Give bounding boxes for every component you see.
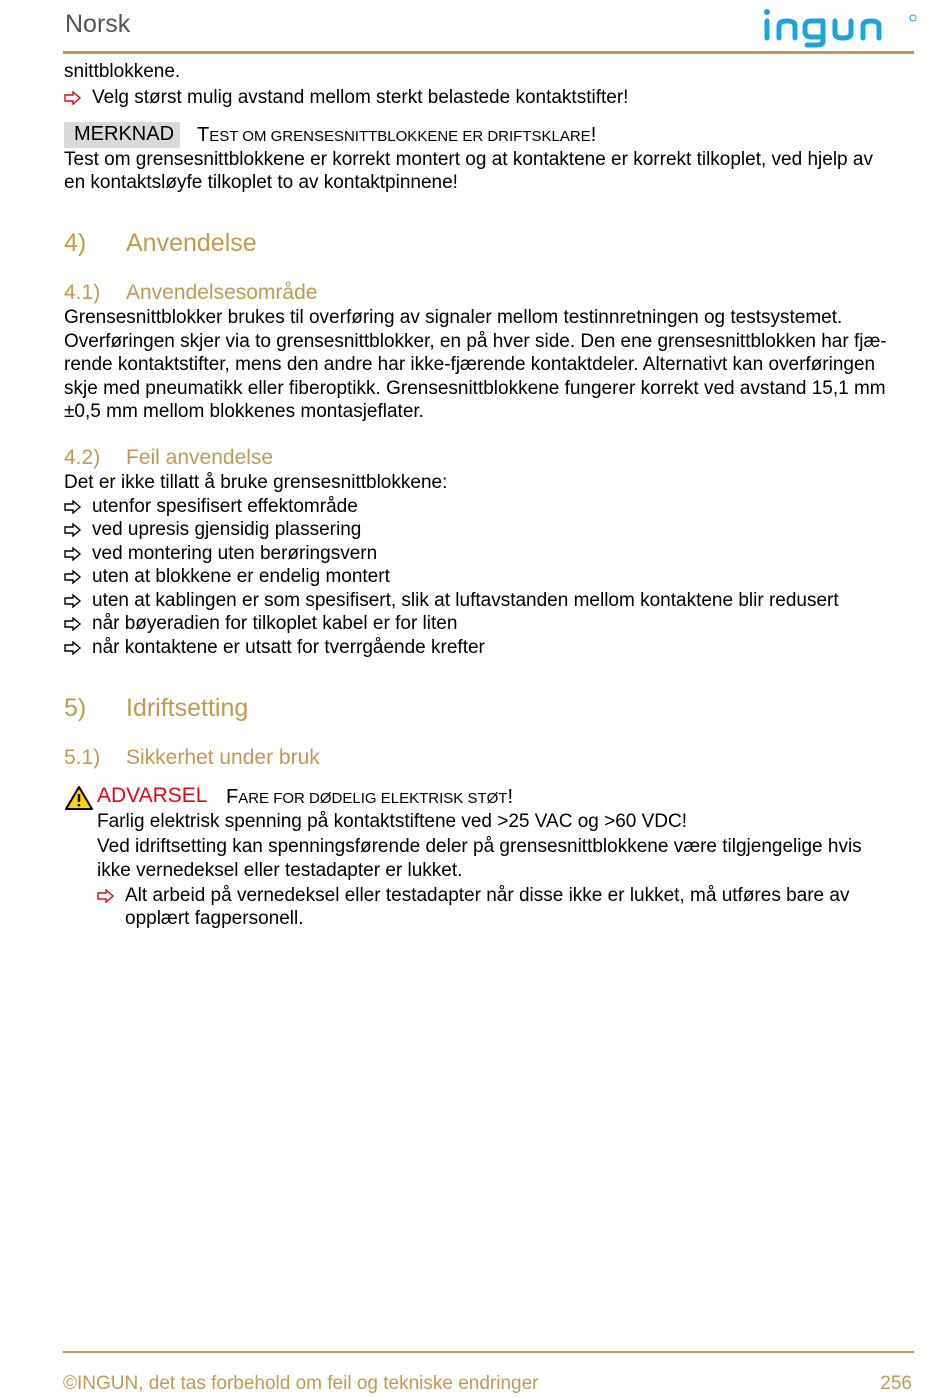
list-item: utenfor spesifisert effektområde — [92, 496, 358, 517]
intro-text: snittblokkene. — [64, 61, 181, 82]
arrow-bullet-icon — [64, 91, 82, 105]
warning-text-line: Ved idriftsetting kan spenningsførende deler på grensesnittblokkene være tilgjengelige hvis — [97, 836, 862, 857]
arrow-bullet-icon — [64, 570, 82, 584]
footer-copyright: ©INGUN, det tas forbehold om feil og tekniske endringer — [63, 1373, 539, 1394]
note-text-line: Test om grensesnittblokkene er korrekt montert og at kontaktene er korrekt tilkoplet, ved hjelp av — [64, 149, 873, 170]
list-item: ved montering uten berøringsvern — [92, 543, 378, 564]
paragraph-line: Grensesnittblokker brukes til overføring av signaler mellom testinnretningen og testsystemet. — [64, 307, 843, 328]
list-item: når bøyeradien for tilkoplet kabel er for liten — [92, 613, 458, 634]
section-heading-4: 4) Anvendelse — [64, 229, 257, 257]
list-item: uten at kablingen er som spesifisert, slik at luftavstanden mellom kontaktene blir redusert — [92, 590, 839, 611]
warning-text-line: ikke vernedeksel eller testadapter er lukket. — [97, 860, 463, 881]
arrow-bullet-icon — [64, 547, 82, 561]
list-item: når kontaktene er utsatt for tverrgående krefter — [92, 637, 485, 658]
paragraph-line: ±0,5 mm mellom blokkenes montasjeflater. — [64, 401, 424, 422]
list-item: ved upresis gjensidig plassering — [92, 519, 362, 540]
paragraph-line: Overføringen skjer via to grensesnittblokker, en på hver side. Den ene grensesnittblokken har fjæ- — [64, 331, 887, 352]
subsection-heading-5-1: 5.1) Sikkerhet under bruk — [64, 746, 320, 769]
arrow-bullet-icon — [64, 617, 82, 631]
intro-bullet: Velg størst mulig avstand mellom sterkt belastede kontaktstifter! — [92, 87, 629, 108]
arrow-bullet-icon — [64, 641, 82, 655]
arrow-bullet-icon — [64, 500, 82, 514]
section-heading-5: 5) Idriftsetting — [64, 694, 249, 722]
arrow-bullet-icon — [64, 523, 82, 537]
page-number: 256 — [880, 1373, 912, 1394]
warning-text-line: Farlig elektrisk spenning på kontaktstiftene ved >25 VAC og >60 VDC! — [97, 811, 688, 832]
warning-label: ADVARSEL — [97, 784, 208, 807]
arrow-bullet-icon — [97, 889, 115, 903]
warning-title: FARE FOR DØDELIG ELEKTRISK STØT! — [226, 786, 513, 808]
subsection-heading-4-1: 4.1) Anvendelsesområde — [64, 281, 318, 304]
note-title: TEST OM GRENSESNITTBLOKKENE ER DRIFTSKLARE! — [197, 124, 597, 146]
warning-triangle-icon — [64, 785, 94, 811]
footer-rule — [63, 1351, 914, 1353]
warning-bullet-line: opplært fagpersonell. — [125, 908, 304, 929]
ingun-logo — [763, 6, 921, 48]
list-item: uten at blokkene er endelig montert — [92, 566, 390, 587]
paragraph-line: Det er ikke tillatt å bruke grensesnittblokkene: — [64, 472, 448, 493]
note-badge: MERKNAD — [64, 122, 180, 148]
header-language: Norsk — [65, 10, 131, 38]
warning-bullet-line: Alt arbeid på vernedeksel eller testadapter når disse ikke er lukket, må utføres bare av — [125, 885, 850, 906]
subsection-heading-4-2: 4.2) Feil anvendelse — [64, 446, 274, 469]
paragraph-line: rende kontaktstifter, mens den andre har ikke-fjærende kontaktdeler. Alternativt kan overføringen — [64, 354, 876, 375]
header-rule — [63, 51, 914, 54]
arrow-bullet-icon — [64, 594, 82, 608]
note-text-line: en kontaktsløyfe tilkoplet to av kontaktpinnene! — [64, 172, 458, 193]
paragraph-line: skje med pneumatikk eller fiberoptikk. Grensesnittblokkene fungerer korrekt ved avstand 15,1 mm — [64, 378, 886, 399]
